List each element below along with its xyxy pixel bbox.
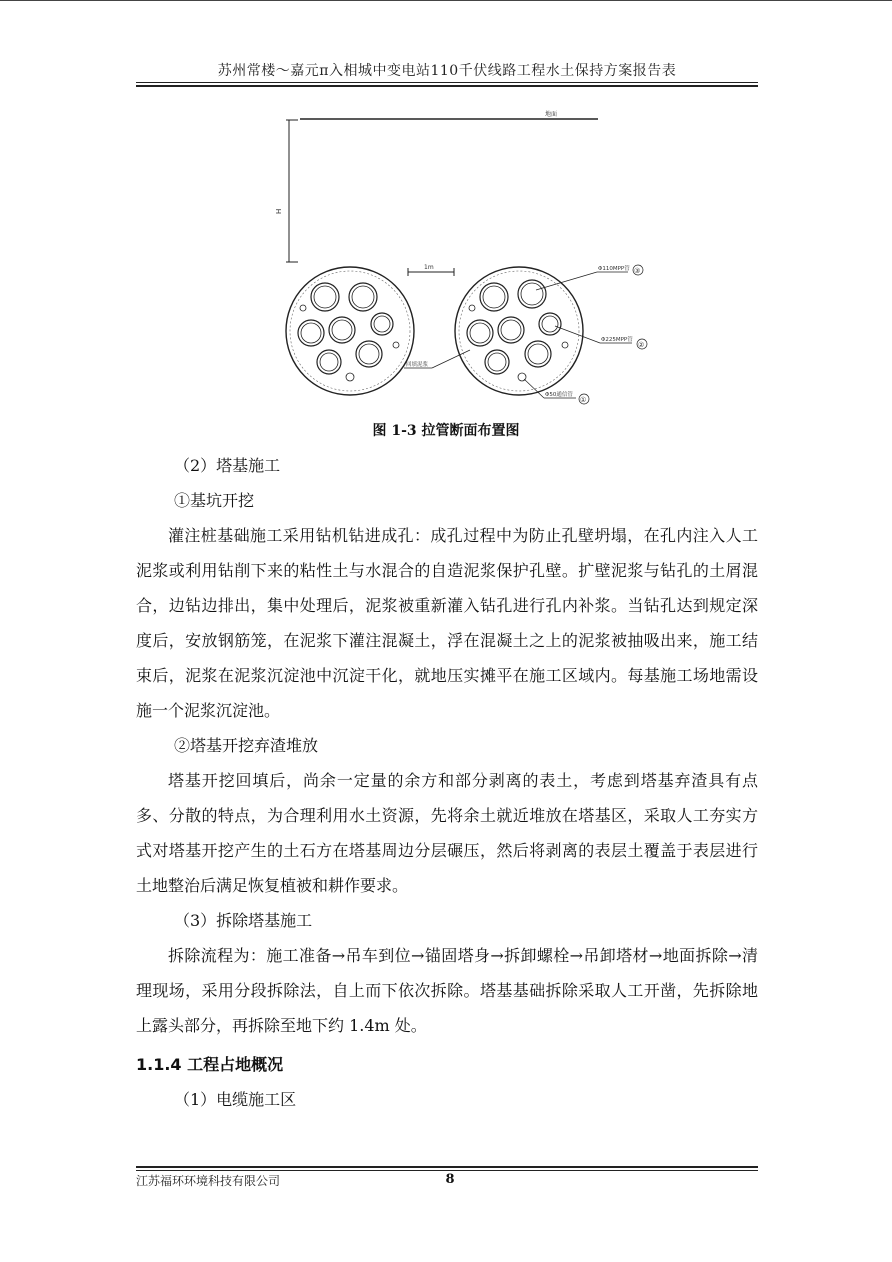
body-text bbox=[136, 448, 758, 1117]
label-pipe-50: Φ50通信管 bbox=[545, 392, 573, 398]
label-pipe-110: Φ110MPP管 bbox=[598, 266, 630, 272]
footer-rule-thick bbox=[136, 1166, 758, 1168]
callout-3-label: ③ bbox=[634, 267, 641, 275]
section-2-title: （2）塔基施工 bbox=[174, 456, 281, 475]
paragraph-excavation: 灌注桩基础施工采用钻机钻进成孔：成孔过程中为防止孔壁坍塌，在孔内注入人工泥浆或利用钻削下来的粘性土与水混合的自造泥浆保护孔壁。扩壁泥浆与钻孔的土屑混合，边钻边排出，集中处理后，泥浆被重新灌入钻孔进行孔内补浆。当钻孔达到规定深度后，安放钢筋笼，在泥浆下灌注混凝土，浮在混凝土之上的泥浆被抽吸出来，施工结束后，泥浆在泥浆沉淀池中沉淀干化，就地压实摊平在施工区域内。每基施工场地需设施一个泥浆沉淀池。 bbox=[136, 526, 758, 720]
label-depth: H bbox=[275, 208, 283, 214]
page-header-title: 苏州常楼～嘉元π入相城中变电站110千伏线路工程水土保持方案报告表 bbox=[217, 63, 677, 79]
label-backfill: 回填泥浆 bbox=[406, 362, 429, 368]
label-spacing: 1m bbox=[424, 264, 434, 271]
section-3-title: （3）拆除塔基施工 bbox=[174, 911, 313, 930]
leader-225 bbox=[555, 326, 600, 343]
callout-1-label: ① bbox=[580, 396, 587, 404]
pipe-section-figure bbox=[0, 0, 892, 430]
label-surface: 地面 bbox=[545, 111, 558, 118]
label-pipe-225: Φ225MPP管 bbox=[601, 337, 633, 343]
callout-2-label: ② bbox=[638, 341, 645, 349]
footer-company: 江苏福环环境科技有限公司 bbox=[136, 1174, 281, 1188]
footer-rule bbox=[136, 1170, 758, 1171]
section-1-title: （1）电缆施工区 bbox=[174, 1090, 297, 1109]
section-2-1-title: ①基坑开挖 bbox=[174, 491, 255, 510]
left-bore bbox=[286, 267, 414, 395]
page-number: 8 bbox=[445, 1172, 455, 1187]
section-2-2-title: ②塔基开挖弃渣堆放 bbox=[174, 736, 319, 755]
paragraph-spoil: 塔基开挖回填后，尚余一定量的余方和部分剥离的表土，考虑到塔基弃渣具有点多、分散的特点，为合理利用水土资源，先将余土就近堆放在塔基区，采取人工夯实方式对塔基开挖产生的土石方在塔基周边分层碾压，然后将剥离的表层土覆盖于表层进行土地整治后满足恢复植被和耕作要求。 bbox=[136, 771, 758, 895]
heading-1-1-4: 1.1.4 工程占地概况 bbox=[136, 1055, 284, 1074]
paragraph-demolition: 拆除流程为：施工准备→吊车到位→锚固塔身→拆卸螺栓→吊卸塔材→地面拆除→清理现场，采用分段拆除法，自上而下依次拆除。塔基基础拆除采取人工开凿，先拆除地上露头部分，再拆除至地下约 1.4m 处。 bbox=[136, 946, 758, 1035]
figure-caption: 图 1-3 拉管断面布置图 bbox=[372, 423, 520, 439]
right-bore bbox=[455, 267, 583, 395]
